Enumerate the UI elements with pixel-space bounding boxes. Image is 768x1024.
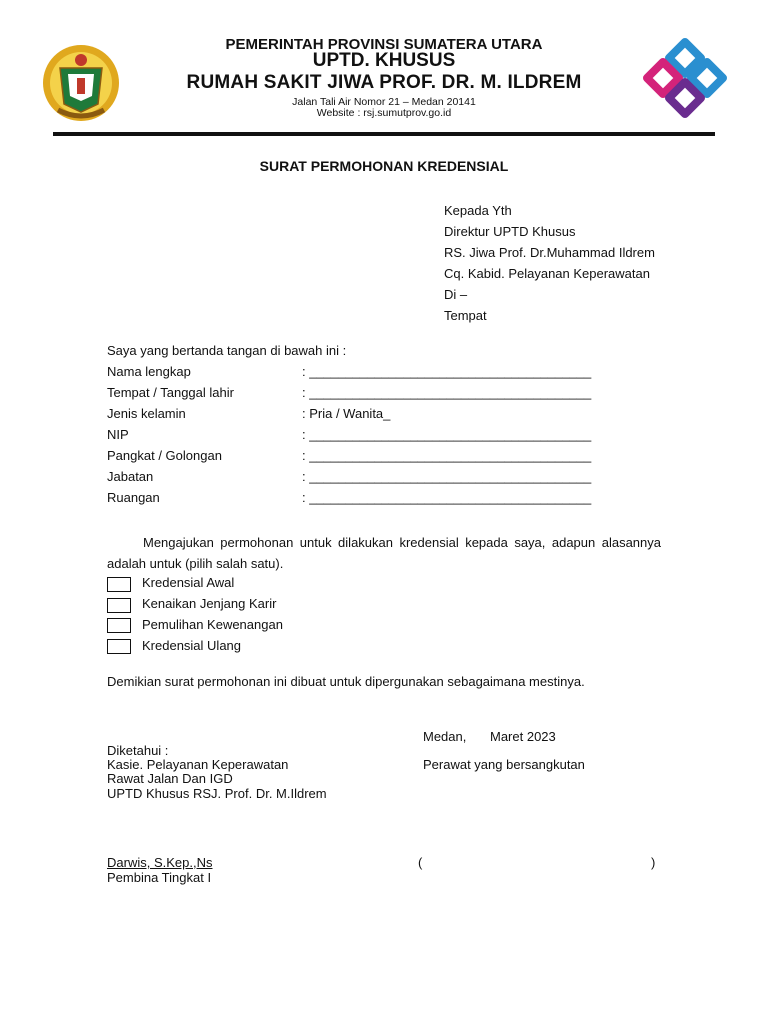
field-label: Pangkat / Golongan xyxy=(107,448,222,463)
acknowledger-name: Darwis, S.Kep.,Ns xyxy=(107,855,213,870)
option-label: Kredensial Ulang xyxy=(142,638,242,653)
hospital-website: Website : rsj.sumutprov.go.id xyxy=(316,107,452,119)
government-name: PEMERINTAH PROVINSI SUMATERA UTARA xyxy=(225,36,543,53)
closing-statement: Demikian surat permohonan ini dibuat untuk dipergunakan sebagaimana mestinya. xyxy=(107,674,585,689)
acknowledger-role: UPTD Khusus RSJ. Prof. Dr. M.Ildrem xyxy=(107,786,327,801)
acknowledger-role: Kasie. Pelayanan Keperawatan xyxy=(107,757,289,772)
institution-type: UPTD. KHUSUS xyxy=(312,50,456,71)
field-fill-line[interactable]: : _______________________________________ xyxy=(302,385,592,400)
field-fill-line[interactable]: : _______________________________________ xyxy=(302,427,592,442)
acknowledger-rank: Pembina Tingkat I xyxy=(107,870,212,885)
field-label: NIP xyxy=(107,427,129,442)
field-label: Ruangan xyxy=(107,490,160,505)
field-label: Jenis kelamin xyxy=(107,406,186,421)
recipient-line: Kepada Yth xyxy=(444,203,512,218)
option-checkbox[interactable] xyxy=(107,618,131,633)
field-label: Tempat / Tanggal lahir xyxy=(107,385,234,400)
signature-open-paren: ( xyxy=(418,855,423,870)
recipient-line: Cq. Kabid. Pelayanan Keperawatan xyxy=(444,266,650,281)
request-paragraph xyxy=(107,532,661,574)
date-place: Medan, xyxy=(423,729,467,744)
option-checkbox[interactable] xyxy=(107,639,131,654)
applicant-role: Perawat yang bersangkutan xyxy=(423,757,585,772)
option-label: Kredensial Awal xyxy=(142,575,235,590)
recipient-line: Direktur UPTD Khusus xyxy=(444,224,576,239)
acknowledged-label: Diketahui : xyxy=(107,743,169,758)
recipient-line: Di – xyxy=(444,287,468,302)
signature-close-paren: ) xyxy=(651,855,656,870)
hospital-name: RUMAH SAKIT JIWA PROF. DR. M. ILDREM xyxy=(186,72,582,93)
field-fill-line[interactable]: : _______________________________________ xyxy=(302,469,592,484)
recipient-line: Tempat xyxy=(444,308,487,323)
field-fill-line[interactable]: : _______________________________________ xyxy=(302,448,592,463)
gender-choice[interactable]: : Pria / Wanita_ xyxy=(302,406,391,421)
document-title: SURAT PERMOHONAN KREDENSIAL xyxy=(259,158,509,174)
option-label: Pemulihan Kewenangan xyxy=(142,617,283,632)
request-paragraph-text: Mengajukan permohonan untuk dilakukan kredensial kepada saya, adapun alasannya adalah untuk (pilih salah satu). xyxy=(107,535,661,571)
field-fill-line[interactable]: : _______________________________________ xyxy=(302,364,592,379)
option-checkbox[interactable] xyxy=(107,598,131,613)
option-label: Kenaikan Jenjang Karir xyxy=(142,596,277,611)
intro-text: Saya yang bertanda tangan di bawah ini : xyxy=(107,343,347,358)
header-divider xyxy=(53,132,715,136)
field-label: Nama lengkap xyxy=(107,364,191,379)
date-month: Maret 2023 xyxy=(490,729,556,744)
hospital-address: Jalan Tali Air Nomor 21 – Medan 20141 xyxy=(292,96,476,108)
field-fill-line[interactable]: : _______________________________________ xyxy=(302,490,592,505)
acknowledger-role: Rawat Jalan Dan IGD xyxy=(107,771,233,786)
option-checkbox[interactable] xyxy=(107,577,131,592)
recipient-line: RS. Jiwa Prof. Dr.Muhammad Ildrem xyxy=(444,245,655,260)
field-label: Jabatan xyxy=(107,469,154,484)
